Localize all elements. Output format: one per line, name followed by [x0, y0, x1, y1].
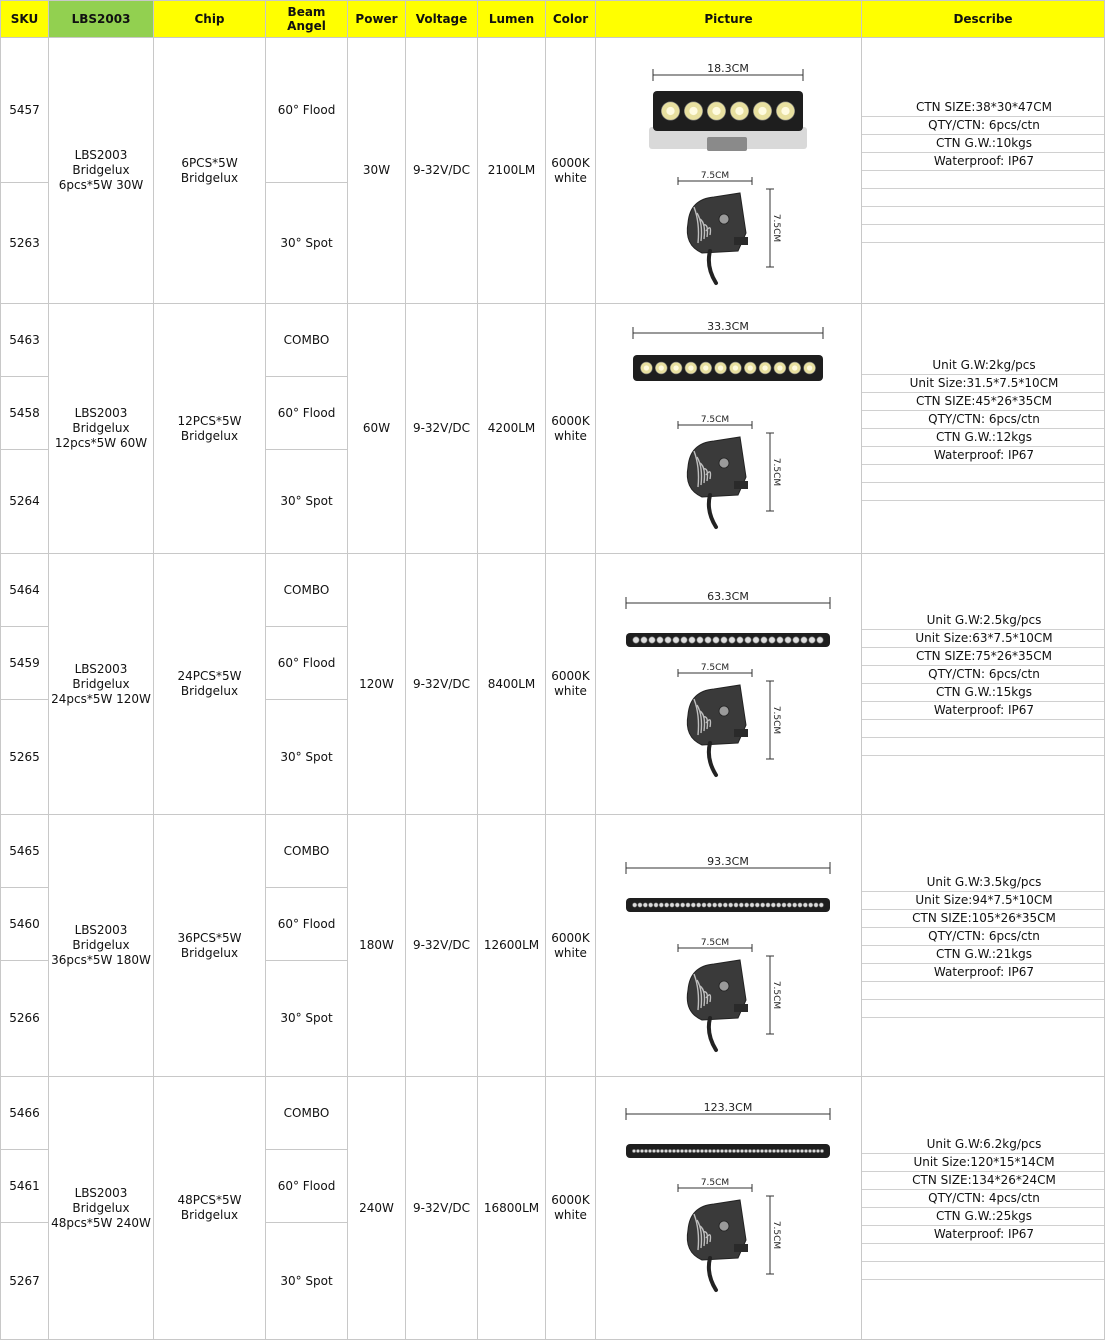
bar-length-label: 63.3CM: [707, 589, 749, 603]
light-bar: [633, 355, 823, 381]
led-lens: [744, 1149, 747, 1152]
led-lens: [809, 902, 813, 906]
led-lens: [798, 902, 802, 906]
mounting-bracket: [678, 663, 781, 775]
led-lens: [673, 636, 679, 642]
bracket-width-label: 7.5CM: [700, 662, 730, 673]
beam-angle-cell: 60° Flood: [266, 888, 348, 961]
header-power: Power: [348, 1, 406, 38]
describe-line: Waterproof: IP67: [862, 1226, 1104, 1244]
led-lens: [681, 636, 687, 642]
led-lens: [665, 902, 669, 906]
voltage-cell: 9-32V/DC: [406, 1077, 478, 1340]
led-lens: [712, 1149, 715, 1152]
bar-length-dimension: [653, 62, 803, 81]
led-lens: [776, 1149, 779, 1152]
led-lens: [808, 1149, 811, 1152]
model-cell: LBS2003 Bridgelux 24pcs*5W 120W: [49, 554, 154, 815]
describe-line: Unit Size:94*7.5*10CM: [862, 892, 1104, 910]
led-lens: [729, 636, 735, 642]
describe-line: CTN G.W.:12kgs: [862, 429, 1104, 447]
describe-line: Waterproof: IP67: [862, 964, 1104, 982]
light-bar-illustration: [596, 39, 860, 303]
led-lens: [764, 1149, 767, 1152]
mounting-bracket: [678, 1178, 781, 1290]
product-picture: [596, 815, 862, 1077]
voltage-cell: 9-32V/DC: [406, 554, 478, 815]
beam-angle-cell: 60° Flood: [266, 1150, 348, 1223]
describe-line: CTN SIZE:38*30*47CM: [862, 99, 1104, 117]
color-cell: 6000K white: [546, 815, 596, 1077]
led-lens: [720, 1149, 723, 1152]
led-lens: [816, 1149, 819, 1152]
beam-angle-cell: 60° Flood: [266, 38, 348, 183]
bar-length-dimension: [626, 1101, 830, 1120]
header-voltage: Voltage: [406, 1, 478, 38]
mounting-bracket: [678, 415, 781, 527]
led-lens: [704, 1149, 707, 1152]
chip-cell: 24PCS*5W Bridgelux: [154, 554, 266, 815]
light-bar-illustration: [596, 1078, 860, 1339]
model-cell: LBS2003 Bridgelux 48pcs*5W 240W: [49, 1077, 154, 1340]
describe-line: CTN SIZE:45*26*35CM: [862, 393, 1104, 411]
led-lens: [649, 636, 655, 642]
bar-length-dimension: [626, 855, 830, 874]
led-lens: [697, 636, 703, 642]
describe-line: [862, 207, 1104, 225]
describe-line: Waterproof: IP67: [862, 447, 1104, 465]
describe-line: CTN G.W.:25kgs: [862, 1208, 1104, 1226]
describe-cell: [862, 38, 1105, 304]
chip-cell: 36PCS*5W Bridgelux: [154, 815, 266, 1077]
header-picture: Picture: [596, 1, 862, 38]
led-lens: [686, 902, 690, 906]
led-lens: [769, 636, 775, 642]
led-lens: [723, 902, 727, 906]
led-lens: [691, 902, 695, 906]
sku-cell: 5267: [1, 1223, 49, 1340]
chip-cell: 6PCS*5W Bridgelux: [154, 38, 266, 304]
product-picture: [596, 304, 862, 554]
sku-cell: 5466: [1, 1077, 49, 1150]
describe-line: [862, 171, 1104, 189]
beam-angle-cell: 30° Spot: [266, 1223, 348, 1340]
led-lens: [752, 1149, 755, 1152]
describe-line: Unit G.W:6.2kg/pcs: [862, 1136, 1104, 1154]
describe-cell: [862, 1077, 1105, 1340]
led-lens: [721, 636, 727, 642]
sku-cell: 5460: [1, 888, 49, 961]
power-cell: 60W: [348, 304, 406, 554]
sku-cell: 5464: [1, 554, 49, 627]
power-cell: 30W: [348, 38, 406, 304]
led-lens: [748, 1149, 751, 1152]
color-cell: 6000K white: [546, 1077, 596, 1340]
led-lens: [804, 1149, 807, 1152]
light-bar-illustration: [596, 305, 860, 553]
describe-line: [862, 189, 1104, 207]
led-lens: [745, 902, 749, 906]
bar-length-dimension: [633, 320, 823, 339]
led-lens: [641, 636, 647, 642]
table-row: [1, 38, 1105, 183]
led-lens: [648, 1149, 651, 1152]
led-lens: [803, 902, 807, 906]
bracket-width-label: 7.5CM: [700, 414, 730, 425]
led-lens: [814, 902, 818, 906]
led-lens: [732, 1149, 735, 1152]
led-lens: [777, 636, 783, 642]
bracket-height-label: 7.5CM: [771, 1220, 781, 1249]
led-lens: [817, 636, 823, 642]
light-bar: [626, 1144, 830, 1158]
describe-line: [862, 982, 1104, 1000]
describe-line: CTN SIZE:75*26*35CM: [862, 648, 1104, 666]
sku-cell: 5266: [1, 961, 49, 1077]
led-lens: [736, 1149, 739, 1152]
describe-line: QTY/CTN: 6pcs/ctn: [862, 928, 1104, 946]
describe-cell: [862, 815, 1105, 1077]
lumen-cell: 8400LM: [478, 554, 546, 815]
header-describe: Describe: [862, 1, 1105, 38]
led-lens: [638, 902, 642, 906]
sku-cell: 5263: [1, 183, 49, 304]
beam-angle-cell: 60° Flood: [266, 377, 348, 450]
beam-angle-cell: 60° Flood: [266, 627, 348, 700]
led-lens: [768, 1149, 771, 1152]
beam-angle-cell: 30° Spot: [266, 700, 348, 815]
led-lens: [745, 636, 751, 642]
led-lens: [654, 902, 658, 906]
led-lens: [820, 1149, 823, 1152]
table-row: [1, 815, 1105, 888]
led-lens: [777, 902, 781, 906]
led-lens: [784, 1149, 787, 1152]
describe-line: Waterproof: IP67: [862, 153, 1104, 171]
led-lens: [696, 1149, 699, 1152]
led-lens: [676, 1149, 679, 1152]
led-lens: [700, 1149, 703, 1152]
describe-line: [862, 483, 1104, 501]
describe-line: [862, 1000, 1104, 1018]
led-lens: [737, 636, 743, 642]
table-row: [1, 304, 1105, 377]
led-lens: [668, 1149, 671, 1152]
bar-length-label: 123.3CM: [703, 1100, 753, 1114]
describe-line: [862, 738, 1104, 756]
chip-cell: 12PCS*5W Bridgelux: [154, 304, 266, 554]
led-lens: [681, 902, 685, 906]
describe-line: [862, 225, 1104, 243]
sku-cell: 5459: [1, 627, 49, 700]
describe-line: CTN G.W.:10kgs: [862, 135, 1104, 153]
led-lens: [657, 636, 663, 642]
lumen-cell: 2100LM: [478, 38, 546, 304]
power-cell: 240W: [348, 1077, 406, 1340]
led-lens: [788, 1149, 791, 1152]
describe-line: Unit G.W:2.5kg/pcs: [862, 612, 1104, 630]
led-lens: [633, 902, 637, 906]
describe-line: QTY/CTN: 6pcs/ctn: [862, 117, 1104, 135]
led-lens: [728, 1149, 731, 1152]
led-lens: [675, 902, 679, 906]
led-lens: [644, 1149, 647, 1152]
sku-cell: 5265: [1, 700, 49, 815]
describe-line: CTN G.W.:21kgs: [862, 946, 1104, 964]
header-beam-angle: Beam Angel: [266, 1, 348, 38]
sku-cell: 5264: [1, 450, 49, 554]
led-lens: [809, 636, 815, 642]
lumen-cell: 12600LM: [478, 815, 546, 1077]
led-lens: [724, 1149, 727, 1152]
led-lens: [713, 902, 717, 906]
header-lumen: Lumen: [478, 1, 546, 38]
table-row: [1, 1077, 1105, 1150]
product-picture: [596, 38, 862, 304]
led-lens: [632, 1149, 635, 1152]
led-lens: [652, 1149, 655, 1152]
bracket-height-label: 7.5CM: [771, 980, 781, 1009]
led-lens: [771, 902, 775, 906]
beam-angle-cell: 30° Spot: [266, 450, 348, 554]
bracket-width-label: 7.5CM: [700, 937, 730, 948]
led-lens: [664, 1149, 667, 1152]
model-cell: LBS2003 Bridgelux 6pcs*5W 30W: [49, 38, 154, 304]
bracket-width-label: 7.5CM: [700, 1177, 730, 1188]
led-lens: [734, 902, 738, 906]
led-lens: [718, 902, 722, 906]
led-lens: [692, 1149, 695, 1152]
describe-line: [862, 1262, 1104, 1280]
table-row: [1, 554, 1105, 627]
led-lens: [643, 902, 647, 906]
header-chip: Chip: [154, 1, 266, 38]
light-bar-illustration: [596, 816, 860, 1076]
describe-line: QTY/CTN: 6pcs/ctn: [862, 666, 1104, 684]
voltage-cell: 9-32V/DC: [406, 815, 478, 1077]
sku-cell: 5461: [1, 1150, 49, 1223]
describe-line: CTN SIZE:105*26*35CM: [862, 910, 1104, 928]
bar-length-dimension: [626, 590, 830, 609]
sku-cell: 5465: [1, 815, 49, 888]
led-lens: [659, 902, 663, 906]
sku-cell: 5458: [1, 377, 49, 450]
led-lens: [740, 1149, 743, 1152]
led-lens: [713, 636, 719, 642]
sku-cell: 5463: [1, 304, 49, 377]
led-lens: [756, 1149, 759, 1152]
led-lens: [801, 636, 807, 642]
voltage-cell: 9-32V/DC: [406, 304, 478, 554]
led-lens: [800, 1149, 803, 1152]
led-lens: [656, 1149, 659, 1152]
led-lens: [761, 636, 767, 642]
led-lens: [672, 1149, 675, 1152]
led-lens: [697, 902, 701, 906]
header-color: Color: [546, 1, 596, 38]
describe-line: [862, 465, 1104, 483]
describe-cell: [862, 554, 1105, 815]
describe-line: [862, 1244, 1104, 1262]
led-lens: [792, 1149, 795, 1152]
led-lens: [753, 636, 759, 642]
led-lens: [766, 902, 770, 906]
led-lens: [689, 636, 695, 642]
describe-line: Unit Size:120*15*14CM: [862, 1154, 1104, 1172]
led-lens: [707, 902, 711, 906]
led-lens: [640, 1149, 643, 1152]
led-lens: [665, 636, 671, 642]
header-sku: SKU: [1, 1, 49, 38]
light-bar-illustration: [596, 555, 860, 814]
describe-cell: [862, 304, 1105, 554]
voltage-cell: 9-32V/DC: [406, 38, 478, 304]
describe-line: CTN G.W.:15kgs: [862, 684, 1104, 702]
bracket-height-label: 7.5CM: [771, 213, 781, 242]
light-bar: [626, 898, 830, 912]
bracket-width-label: 7.5CM: [700, 170, 730, 181]
led-lens: [702, 902, 706, 906]
led-lens: [708, 1149, 711, 1152]
led-lens: [670, 902, 674, 906]
bracket-height-label: 7.5CM: [771, 705, 781, 734]
led-lens: [636, 1149, 639, 1152]
light-bar: [649, 91, 807, 151]
light-bar: [626, 633, 830, 647]
led-lens: [750, 902, 754, 906]
beam-angle-cell: COMBO: [266, 815, 348, 888]
chip-cell: 48PCS*5W Bridgelux: [154, 1077, 266, 1340]
model-cell: LBS2003 Bridgelux 36pcs*5W 180W: [49, 815, 154, 1077]
led-lens: [684, 1149, 687, 1152]
led-lens: [793, 902, 797, 906]
bar-length-label: 18.3CM: [707, 61, 749, 75]
product-picture: [596, 554, 862, 815]
led-lens: [755, 902, 759, 906]
led-lens: [716, 1149, 719, 1152]
header-row: [1, 1, 1105, 38]
color-cell: 6000K white: [546, 554, 596, 815]
led-lens: [785, 636, 791, 642]
lumen-cell: 16800LM: [478, 1077, 546, 1340]
describe-line: Waterproof: IP67: [862, 702, 1104, 720]
led-lens: [819, 902, 823, 906]
beam-angle-cell: 30° Spot: [266, 961, 348, 1077]
power-cell: 180W: [348, 815, 406, 1077]
mounting-bracket: [678, 938, 781, 1050]
led-lens: [796, 1149, 799, 1152]
beam-angle-cell: COMBO: [266, 304, 348, 377]
led-lens: [772, 1149, 775, 1152]
lumen-cell: 4200LM: [478, 304, 546, 554]
led-lens: [760, 1149, 763, 1152]
led-lens: [739, 902, 743, 906]
describe-line: Unit Size:63*7.5*10CM: [862, 630, 1104, 648]
bracket-height-label: 7.5CM: [771, 457, 781, 486]
describe-line: CTN SIZE:134*26*24CM: [862, 1172, 1104, 1190]
led-lens: [787, 902, 791, 906]
sku-cell: 5457: [1, 38, 49, 183]
beam-angle-cell: COMBO: [266, 1077, 348, 1150]
bar-length-label: 93.3CM: [707, 854, 749, 868]
describe-line: [862, 720, 1104, 738]
led-lens: [782, 902, 786, 906]
mounting-bracket: [678, 171, 781, 283]
color-cell: 6000K white: [546, 38, 596, 304]
header-model: LBS2003: [49, 1, 154, 38]
beam-angle-cell: 30° Spot: [266, 183, 348, 304]
led-lens: [729, 902, 733, 906]
power-cell: 120W: [348, 554, 406, 815]
led-lens: [780, 1149, 783, 1152]
led-lens: [688, 1149, 691, 1152]
led-lens: [705, 636, 711, 642]
describe-line: QTY/CTN: 6pcs/ctn: [862, 411, 1104, 429]
led-lens: [649, 902, 653, 906]
beam-angle-cell: COMBO: [266, 554, 348, 627]
color-cell: 6000K white: [546, 304, 596, 554]
led-lens: [680, 1149, 683, 1152]
model-cell: LBS2003 Bridgelux 12pcs*5W 60W: [49, 304, 154, 554]
led-lens: [660, 1149, 663, 1152]
led-lens: [793, 636, 799, 642]
led-lens: [812, 1149, 815, 1152]
product-picture: [596, 1077, 862, 1340]
describe-line: Unit G.W:2kg/pcs: [862, 357, 1104, 375]
led-lens: [633, 636, 639, 642]
led-lens: [761, 902, 765, 906]
describe-line: Unit Size:31.5*7.5*10CM: [862, 375, 1104, 393]
describe-line: Unit G.W:3.5kg/pcs: [862, 874, 1104, 892]
bar-length-label: 33.3CM: [707, 319, 749, 333]
describe-line: QTY/CTN: 4pcs/ctn: [862, 1190, 1104, 1208]
